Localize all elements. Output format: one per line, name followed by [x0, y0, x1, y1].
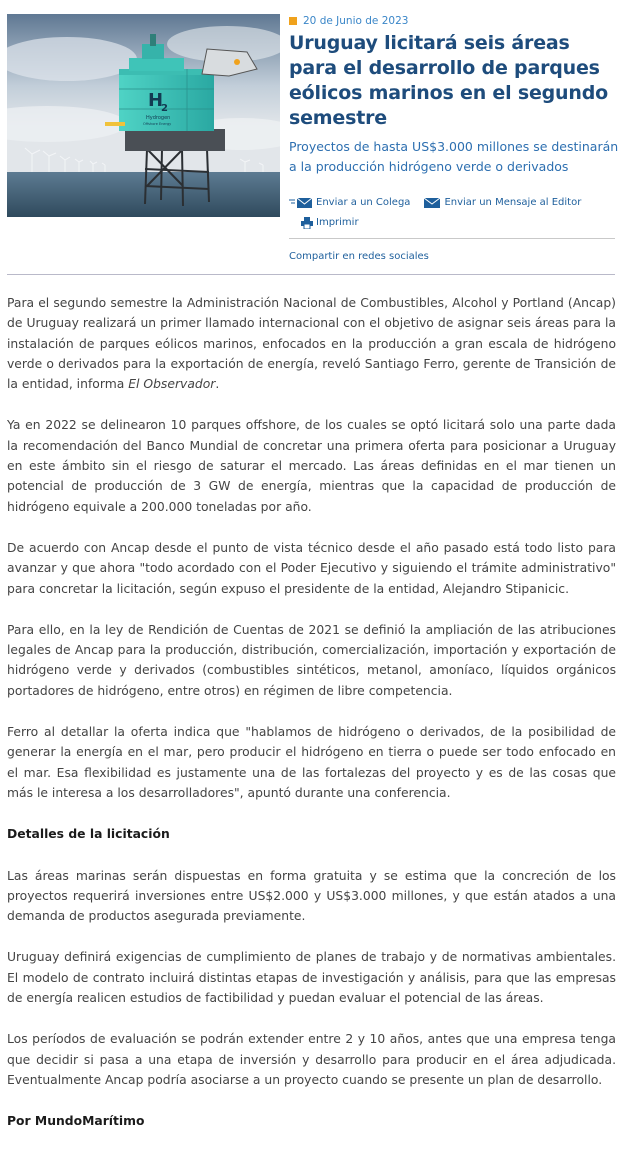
- paragraph-5: Ferro al detallar la oferta indica que "hablamos de hidrógeno o derivados, de la posibilidad de generar la energía en el mar, pero producir el hidrógeno en tierra o puede ser todo enfocado en el mar. Esa flexibilidad es justamente una de las fortalezas del proyecto y es de las cosas que más le interesa a los desarrolladores", apuntó durante una conferencia.: [7, 725, 616, 800]
- actions-divider: [289, 238, 615, 239]
- send-to-editor-label: Enviar un Mensaje al Editor: [444, 197, 582, 208]
- paragraph-3: De acuerdo con Ancap desde el punto de vista técnico desde el año pasado está todo listo para avanzar y que ahora "todo acordado con el Poder Ejecutivo y siguiendo el trámite administrativo" para concretar la licitación, según expuso el presidente de la entidad, Alejandro Stipanicic.: [7, 540, 616, 596]
- hero-image: [7, 14, 280, 217]
- source-name: El Observador: [128, 377, 216, 392]
- content-divider: [7, 274, 615, 275]
- paragraph-7: Uruguay definirá exigencias de cumplimiento de planes de trabajo y de normativas ambientales. El modelo de contrato incluirá distintas etapas de investigación y análisis, para que las empresas de energía realicen estudios de factibilidad y puedan evaluar el potencial de las áreas.: [7, 950, 616, 1006]
- hero-badge-caption: Hydrogen: [146, 115, 171, 121]
- print-button[interactable]: [301, 215, 359, 231]
- share-social-link[interactable]: Compartir en redes sociales: [289, 251, 429, 262]
- article-subtitle: Proyectos de hasta US$3.000 millones se destinarán a la producción hidrógeno verde o derivados: [289, 139, 619, 174]
- article-actions: [289, 195, 619, 265]
- email-forward-icon: [289, 197, 313, 209]
- article-date: [289, 15, 619, 27]
- hero-badge-subscript: 2: [161, 103, 168, 114]
- date-marker-icon: [289, 17, 297, 25]
- hero-badge-symbol: H: [148, 90, 164, 111]
- send-to-colleague-button[interactable]: [289, 195, 410, 211]
- printer-icon: [301, 217, 313, 229]
- paragraph-4: Para ello, en la ley de Rendición de Cuentas de 2021 se definió la ampliación de las atribuciones legales de Ancap para la producción, distribución, comercialización, importación y exportación de hidrógeno verde y derivados (combustibles sintéticos, metanol, amoníaco, líquidos orgánicos portadores de hidrógeno, entre otros) en régimen de libre competencia.: [7, 622, 616, 698]
- paragraph-8: Los períodos de evaluación se podrán extender entre 2 y 10 años, antes que una empresa tenga que decidir si pasa a una etapa de inversión y desarrollo para producir en el área adjudicada. Eventualmente Ancap podría asociarse a un proyecto cuando se presente un plan de desarrollo.: [7, 1032, 616, 1087]
- article-body: [7, 293, 616, 1153]
- print-label: Imprimir: [316, 217, 359, 228]
- paragraph-1: Para el segundo semestre la Administración Nacional de Combustibles, Alcohol y Portland (Ancap) de Uruguay realizará un primer llamado internacional con el objetivo de asignar seis áreas para la instalación de parques eólicos marinos, enfocados en la producción a gran escala de hidrógeno verde o derivados para la exportación de energía, reveló Santiago Ferro, gerente de Transición de la entidad, informa El Observador.: [7, 296, 616, 392]
- article-title: Uruguay licitará seis áreas para el desarrollo de parques eólicos marinos en el segundo semestre: [289, 32, 608, 129]
- offshore-platform-illustration: [7, 14, 280, 217]
- section-heading: Detalles de la licitación: [7, 827, 170, 842]
- hero-badge-caption-small: Offshore Energy: [143, 122, 172, 126]
- paragraph-6: Las áreas marinas serán dispuestas en forma gratuita y se estima que la concreción de los proyectos requerirá inversiones entre US$2.000 y US$3.000 millones, y que están atados a una demanda de productos asegurada previamente.: [7, 868, 616, 924]
- send-to-editor-button[interactable]: [424, 195, 581, 211]
- send-to-colleague-label: Enviar a un Colega: [316, 197, 411, 208]
- article-header: [289, 15, 619, 265]
- byline: Por MundoMarítimo: [7, 1114, 145, 1129]
- paragraph-2: Ya en 2022 se delinearon 10 parques offshore, de los cuales se optó licitará solo una parte dada la recomendación del Banco Mundial de concretar una primera oferta para posicionar a Uruguay en este ámbito sin el riesgo de saturar el mercado. Las áreas definidas en el mar tienen un potencial de producción de 3 GW de energía, mientras que la capacidad de producción de hidrógeno equivale a 200.000 toneladas por año.: [7, 418, 616, 514]
- article-date-text: 20 de Junio de 2023: [303, 15, 409, 27]
- envelope-icon: [424, 197, 441, 209]
